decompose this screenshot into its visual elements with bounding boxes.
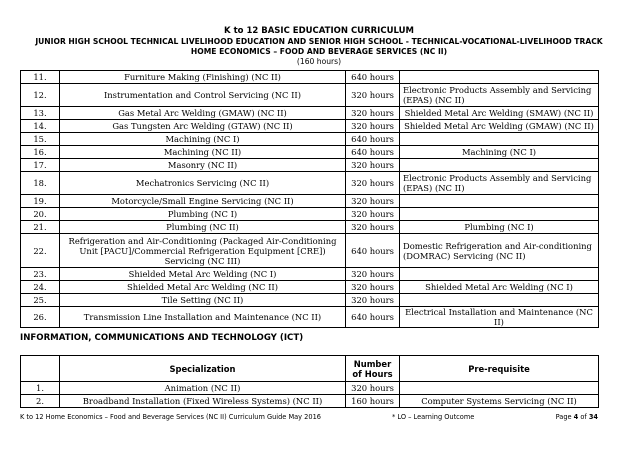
row-prerequisite: Computer Systems Servicing (NC II) xyxy=(400,395,599,408)
row-hours: 320 hours xyxy=(346,195,400,208)
row-specialization: Shielded Metal Arc Welding (NC II) xyxy=(60,281,346,294)
row-number: 14. xyxy=(21,120,60,133)
row-hours: 320 hours xyxy=(346,159,400,172)
row-number: 11. xyxy=(21,71,60,84)
row-hours: 320 hours xyxy=(346,107,400,120)
ict-header-hours: Number of Hours xyxy=(346,356,400,382)
row-number: 17. xyxy=(21,159,60,172)
ict-header-specialization: Specialization xyxy=(60,356,346,382)
row-prerequisite: Shielded Metal Arc Welding (SMAW) (NC II) xyxy=(400,107,599,120)
table-row xyxy=(21,307,599,328)
row-prerequisite xyxy=(400,208,599,221)
row-specialization: Refrigeration and Air-Conditioning (Packaged Air-Conditioning Unit [PACU]/Commercial Refrigeration Equipment [CRE]) Servicing (NC III) xyxy=(60,234,346,268)
row-hours: 640 hours xyxy=(346,133,400,146)
row-number: 24. xyxy=(21,281,60,294)
row-prerequisite xyxy=(400,294,599,307)
row-number: 23. xyxy=(21,268,60,281)
row-number: 13. xyxy=(21,107,60,120)
row-specialization: Gas Metal Arc Welding (GMAW) (NC II) xyxy=(60,107,346,120)
ict-table-body xyxy=(21,382,599,408)
ict-header-num xyxy=(21,356,60,382)
row-specialization: Shielded Metal Arc Welding (NC I) xyxy=(60,268,346,281)
row-hours: 640 hours xyxy=(346,234,400,268)
curriculum-title: K to 12 BASIC EDUCATION CURRICULUM xyxy=(224,26,414,36)
table-row xyxy=(21,221,599,234)
table-row xyxy=(21,159,599,172)
page-number xyxy=(556,413,598,421)
row-specialization: Machining (NC I) xyxy=(60,133,346,146)
row-number: 18. xyxy=(21,172,60,195)
table-row xyxy=(21,294,599,307)
row-prerequisite: Shielded Metal Arc Welding (NC I) xyxy=(400,281,599,294)
row-number: 12. xyxy=(21,84,60,107)
row-number: 20. xyxy=(21,208,60,221)
document-header xyxy=(0,26,638,66)
ict-header-row xyxy=(21,356,599,382)
row-hours: 640 hours xyxy=(346,307,400,328)
row-prerequisite: Shielded Metal Arc Welding (GMAW) (NC II) xyxy=(400,120,599,133)
row-specialization: Machining (NC II) xyxy=(60,146,346,159)
row-number: 16. xyxy=(21,146,60,159)
page-sep: of xyxy=(578,413,589,421)
page-current: 4 xyxy=(573,413,579,421)
row-prerequisite xyxy=(400,133,599,146)
row-number: 26. xyxy=(21,307,60,328)
row-number: 25. xyxy=(21,294,60,307)
row-hours: 320 hours xyxy=(346,294,400,307)
row-prerequisite: Electrical Installation and Maintenance (NC II) xyxy=(400,307,599,328)
course-hours: (160 hours) xyxy=(296,57,342,66)
row-number: 19. xyxy=(21,195,60,208)
row-specialization: Animation (NC II) xyxy=(60,382,346,395)
row-specialization: Plumbing (NC II) xyxy=(60,221,346,234)
table-row xyxy=(21,146,599,159)
row-number: 1. xyxy=(21,382,60,395)
row-prerequisite xyxy=(400,382,599,395)
table-row xyxy=(21,84,599,107)
row-specialization: Transmission Line Installation and Maintenance (NC II) xyxy=(60,307,346,328)
specialization-table xyxy=(20,70,599,328)
row-hours: 640 hours xyxy=(346,71,400,84)
row-prerequisite xyxy=(400,195,599,208)
row-specialization: Instrumentation and Control Servicing (NC II) xyxy=(60,84,346,107)
table-row xyxy=(21,234,599,268)
row-specialization: Plumbing (NC I) xyxy=(60,208,346,221)
footer-guide-title: K to 12 Home Economics – Food and Beverage Services (NC II) Curriculum Guide May 2016 xyxy=(20,413,321,421)
row-prerequisite xyxy=(400,159,599,172)
table-row xyxy=(21,208,599,221)
row-prerequisite: Plumbing (NC I) xyxy=(400,221,599,234)
row-hours: 320 hours xyxy=(346,268,400,281)
course-title: HOME ECONOMICS – FOOD AND BEVERAGE SERVICES (NC II) xyxy=(190,47,448,56)
row-hours: 320 hours xyxy=(346,208,400,221)
row-specialization: Broadband Installation (Fixed Wireless Systems) (NC II) xyxy=(60,395,346,408)
row-prerequisite: Machining (NC I) xyxy=(400,146,599,159)
row-prerequisite xyxy=(400,268,599,281)
ict-header-prerequisite: Pre-requisite xyxy=(400,356,599,382)
row-prerequisite: Domestic Refrigeration and Air-conditioning (DOMRAC) Servicing (NC II) xyxy=(400,234,599,268)
table-row xyxy=(21,133,599,146)
row-number: 21. xyxy=(21,221,60,234)
table-row xyxy=(21,268,599,281)
row-specialization: Mechatronics Servicing (NC II) xyxy=(60,172,346,195)
ict-table xyxy=(20,355,599,408)
table-row xyxy=(21,382,599,395)
row-prerequisite: Electronic Products Assembly and Servicing (EPAS) (NC II) xyxy=(400,172,599,195)
table-row xyxy=(21,172,599,195)
row-hours: 640 hours xyxy=(346,146,400,159)
row-specialization: Gas Tungsten Arc Welding (GTAW) (NC II) xyxy=(60,120,346,133)
row-specialization: Furniture Making (Finishing) (NC II) xyxy=(60,71,346,84)
page-total: 34 xyxy=(588,413,598,421)
table-row xyxy=(21,71,599,84)
page-prefix: Page xyxy=(555,413,574,421)
row-hours: 320 hours xyxy=(346,382,400,395)
track-title: JUNIOR HIGH SCHOOL TECHNICAL LIVELIHOOD EDUCATION AND SENIOR HIGH SCHOOL - TECHNICAL-VOCATIONAL-LIVELIHOOD TRACK xyxy=(35,37,603,46)
row-hours: 320 hours xyxy=(346,281,400,294)
row-hours: 320 hours xyxy=(346,172,400,195)
table-row xyxy=(21,195,599,208)
row-number: 2. xyxy=(21,395,60,408)
table-row xyxy=(21,395,599,408)
table-row xyxy=(21,281,599,294)
row-number: 22. xyxy=(21,234,60,268)
row-prerequisite xyxy=(400,71,599,84)
row-hours: 320 hours xyxy=(346,84,400,107)
table-row xyxy=(21,120,599,133)
table-row xyxy=(21,107,599,120)
row-prerequisite: Electronic Products Assembly and Servicing (EPAS) (NC II) xyxy=(400,84,599,107)
row-specialization: Motorcycle/Small Engine Servicing (NC II) xyxy=(60,195,346,208)
specialization-table-body xyxy=(21,71,599,328)
row-specialization: Tile Setting (NC II) xyxy=(60,294,346,307)
ict-section-title: INFORMATION, COMMUNICATIONS AND TECHNOLOGY (ICT) xyxy=(20,333,304,343)
row-number: 15. xyxy=(21,133,60,146)
footer-legend: * LO – Learning Outcome xyxy=(392,413,475,421)
row-hours: 320 hours xyxy=(346,120,400,133)
row-hours: 160 hours xyxy=(346,395,400,408)
row-hours: 320 hours xyxy=(346,221,400,234)
row-specialization: Masonry (NC II) xyxy=(60,159,346,172)
